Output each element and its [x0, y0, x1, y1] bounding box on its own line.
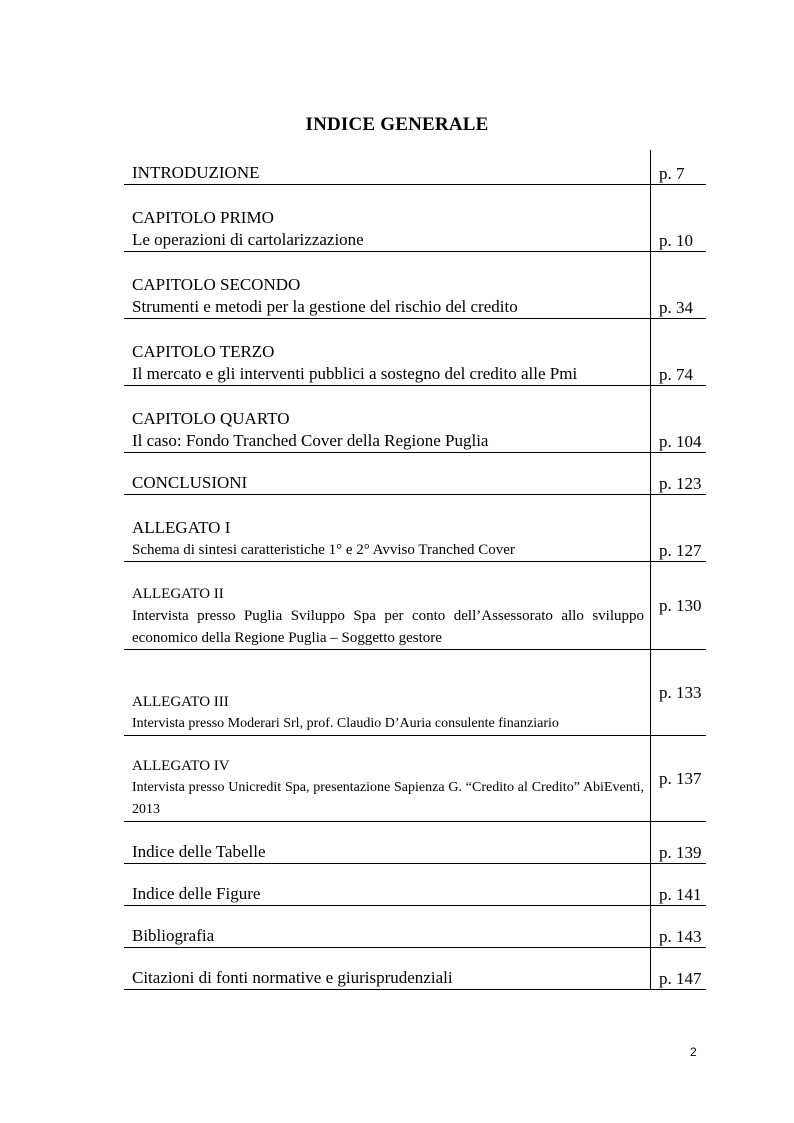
toc-subtitle: Intervista presso Puglia Sviluppo Spa per conto dell’Assessorato allo sviluppo economico della Regione Puglia – Soggetto gestore	[132, 608, 644, 646]
toc-heading: Indice delle Tabelle	[132, 842, 266, 861]
document-title: INDICE GENERALE	[305, 114, 489, 135]
toc-subtitle: Le operazioni di cartolarizzazione	[132, 230, 364, 249]
toc-row-capitolo-secondo	[124, 252, 706, 319]
toc-page: p. 137	[651, 736, 707, 822]
toc-row-introduzione	[124, 150, 706, 185]
toc-page: p. 127	[651, 495, 707, 562]
toc-row-capitolo-primo	[124, 185, 706, 252]
toc-heading: Citazioni di fonti normative e giurisprudenziali	[132, 968, 453, 987]
toc-page: p. 130	[651, 562, 707, 650]
toc-heading: ALLEGATO IV	[132, 758, 230, 774]
page-number: 2	[690, 1045, 697, 1059]
toc-row-allegato-iv	[124, 736, 706, 822]
toc-page: p. 7	[651, 150, 707, 185]
toc-subtitle: Il caso: Fondo Tranched Cover della Regione Puglia	[132, 431, 489, 450]
toc-heading: Indice delle Figure	[132, 884, 261, 903]
table-of-contents	[124, 150, 706, 990]
toc-page: p. 74	[651, 319, 707, 386]
toc-page: p. 133	[651, 650, 707, 736]
toc-row-bibliografia	[124, 906, 706, 948]
toc-row-citazioni	[124, 948, 706, 990]
toc-row-indice-figure	[124, 864, 706, 906]
toc-row-allegato-i	[124, 495, 706, 562]
toc-row-conclusioni	[124, 453, 706, 495]
toc-heading: CAPITOLO QUARTO	[132, 409, 290, 428]
toc-row-capitolo-quarto	[124, 386, 706, 453]
toc-heading: Bibliografia	[132, 926, 215, 945]
toc-page: p. 123	[651, 453, 707, 495]
toc-page: p. 104	[651, 386, 707, 453]
toc-heading: ALLEGATO III	[132, 694, 229, 710]
toc-subtitle: Intervista presso Unicredit Spa, presentazione Sapienza G. “Credito al Credito” AbiEventi, 2013	[132, 780, 644, 817]
toc-subtitle: Il mercato e gli interventi pubblici a sostegno del credito alle Pmi	[132, 364, 578, 383]
toc-subtitle: Strumenti e metodi per la gestione del rischio del credito	[132, 297, 518, 316]
toc-page: p. 141	[651, 864, 707, 906]
toc-heading: CAPITOLO PRIMO	[132, 208, 274, 227]
toc-row-allegato-ii	[124, 562, 706, 650]
toc-heading: CONCLUSIONI	[132, 473, 248, 492]
toc-page: p. 147	[651, 948, 707, 990]
toc-heading: ALLEGATO I	[132, 518, 231, 537]
toc-page: p. 139	[651, 822, 707, 864]
toc-subtitle: Schema di sintesi caratteristiche 1° e 2° Avviso Tranched Cover	[132, 542, 515, 558]
toc-heading: ALLEGATO II	[132, 586, 224, 602]
toc-page: p. 10	[651, 185, 707, 252]
toc-heading: INTRODUZIONE	[132, 163, 260, 182]
toc-heading: CAPITOLO TERZO	[132, 342, 275, 361]
toc-page: p. 143	[651, 906, 707, 948]
toc-row-capitolo-terzo	[124, 319, 706, 386]
toc-heading: CAPITOLO SECONDO	[132, 275, 301, 294]
toc-subtitle: Intervista presso Moderari Srl, prof. Claudio D’Auria consulente finanziario	[132, 716, 559, 731]
toc-row-allegato-iii	[124, 650, 706, 736]
toc-page: p. 34	[651, 252, 707, 319]
toc-row-indice-tabelle	[124, 822, 706, 864]
